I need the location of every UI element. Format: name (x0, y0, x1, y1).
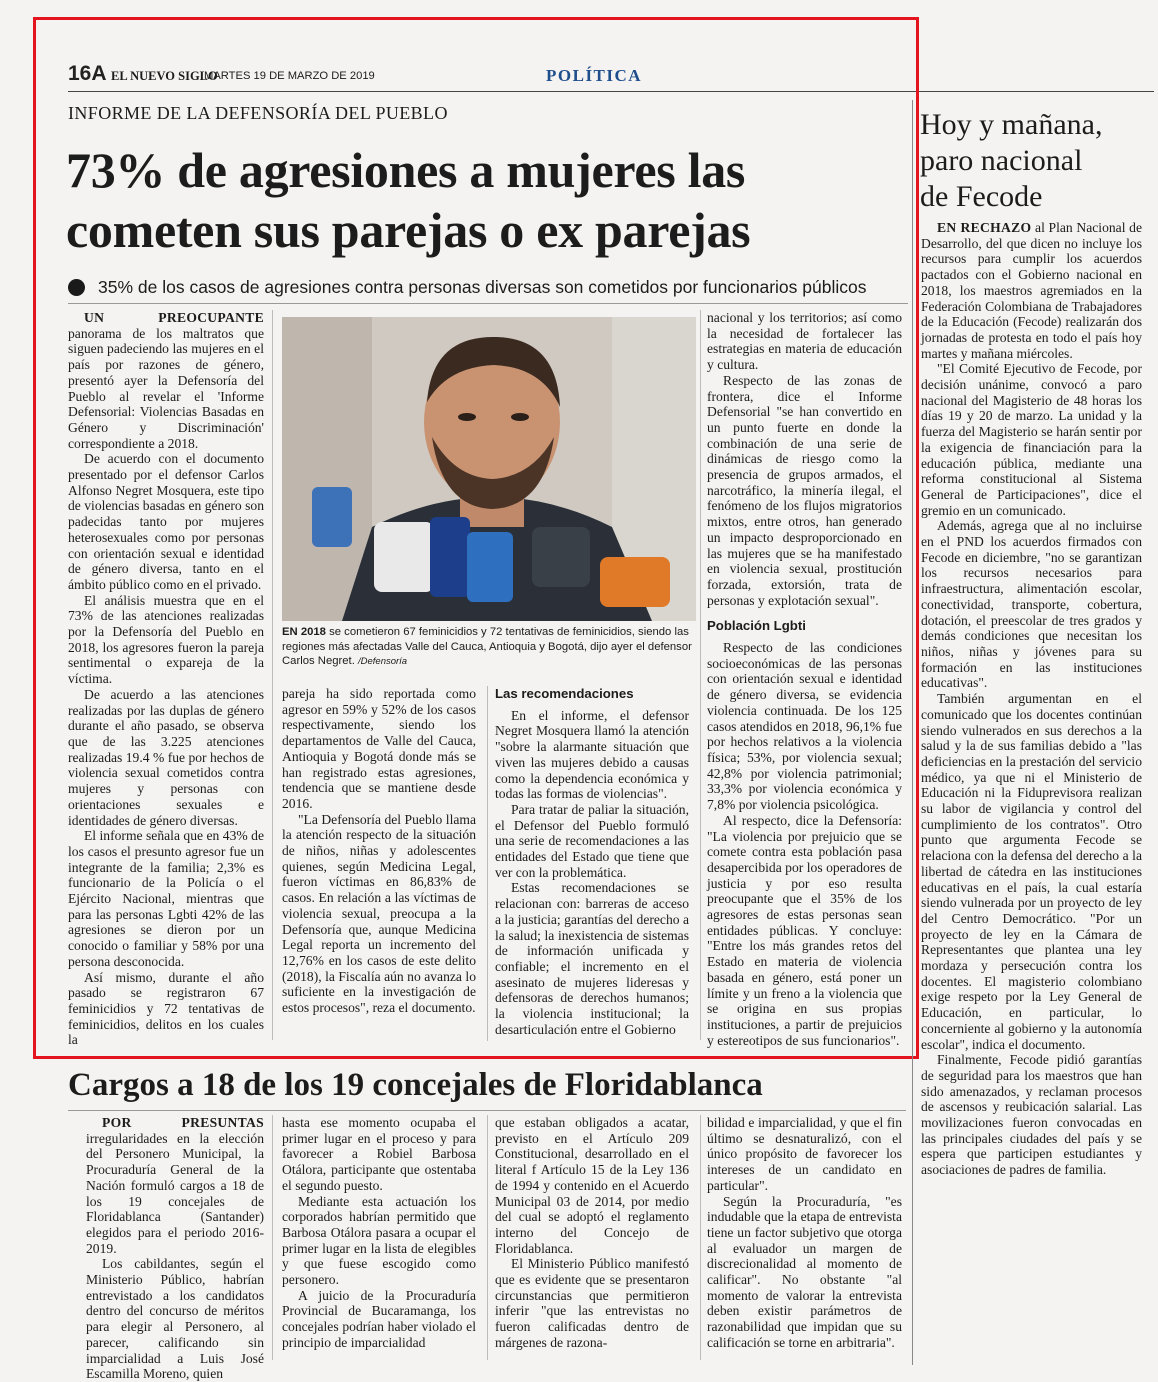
paragraph: El Ministerio Público manifestó que es evidente que se presentaron circunstancias que permitieron inferir "que las entrevistas no fueron calificadas dentro de márgenes de razona- (495, 1256, 689, 1350)
paragraph: De acuerdo a las atenciones realizadas por las duplas de género durante el año pasado, se observa que de las 3.225 atenciones realizadas 19.4 % fue por hechos de violencia sexual cometidos contra mujeres y personas con orientaciones sexuales e identidades de género diversas. (68, 686, 264, 828)
paragraph: En el informe, el defensor Negret Mosquera llamó la atención "sobre la alarmante situación que viven las mujeres debido a causas como la dependencia económica y todas las formas de violencias". (495, 707, 689, 802)
paragraph: Respecto de las zonas de frontera, dice el Informe Defensorial "se han convertido en un punto fuerte en donde la combinación de una serie de dinámicas de riesgo como la presencia de grupos armados, el narcotráfico, la minería ilegal, el fenómeno de los flujos migratorios mixtos, entre otros, han generado un impacto desproporcionado en las mujeres que se ha manifestado en violencia sexual, prostitución forzada, extorsión, trata de personas y explotación sexual". (707, 372, 902, 608)
caption-text: se cometieron 67 feminicidios y 72 tentativas de feminicidios, siendo las regiones más afectadas Valle del Cauca, Antioquia y Bogotá, dijo ayer el defensor Carlos Negret. (282, 626, 692, 667)
bottom-headline-rule (68, 1110, 906, 1111)
paragraph: Mediante esta actuación los corporados habrían permitido que Barbosa Otálora pasara a ocupar el primer lugar en la lista de elegibles y que fuese escogido como personero. (282, 1193, 476, 1288)
headline-line-1: 73% de agresiones a mujeres las (66, 142, 746, 198)
caption-lead: EN 2018 (282, 626, 326, 638)
side-column (921, 220, 1142, 1365)
paragraph: Estas recomendaciones se relacionan con: barreras de acceso a la justicia; garantías del derecho a la salud; la inexistencia de sistemas de información unificada y confiable; el incremento en el asesinato de mujeres lideresas y defensoras de derechos humanos; la violencia institucional; la desarticulación entre el Gobierno (495, 880, 689, 1037)
paragraph: bilidad e imparcialidad, y que el fin último se desnaturalizó, con el único propósito de favorecer los intereses de un candidato en particular". (707, 1115, 902, 1193)
section-label: POLÍTICA (546, 66, 643, 85)
paragraph: Al respecto, dice la Defensoría: "La violencia por prejuicio que se comete contra esta población pasa desapercibida por los operadores de justicia y por eso resulta preocupante que el 35% de los agresores de estas personas sean entidades públicas. Y concluye: "Entre los más grandes retos del Estado en materia de violencia basada en género, está poner un límite y un freno a la violencia que se origina en sus propias instituciones, a partir de prejuicios y estereotipos de sus funcionarios". (707, 812, 902, 1048)
paragraph: Así mismo, durante el año pasado se registraron 67 feminicidios y 72 tentativas de feminicidios, delitos en los cuales la (68, 969, 264, 1048)
bottom-column-1 (86, 1115, 264, 1382)
column-divider (272, 1115, 273, 1360)
paragraph: panorama de los maltratos que siguen padeciendo las mujeres en el país por razones de género, presentó ayer la Defensoría del Pueblo al revelar el 'Informe Defensorial: Violencias Basadas en Género y Discriminación' correspondiente a 2018. (68, 325, 264, 451)
subhead: Población Lgbti (707, 618, 806, 634)
paragraph: irregularidades en la elección del Personero Municipal, la Procuraduría General de la Nación formuló cargos a 18 de los 19 concejales de Floridablanca (Santander) elegidos para el periodo 2016-2019. (86, 1130, 264, 1256)
paragraph: Los cabildantes, según el Ministerio Público, habrían entrevistado a los candidatos dentro del concurso de méritos para elegir al Personero, al parecer, calificando sin imparcialidad a Luis José Escamilla Moreno, quien (86, 1256, 264, 1382)
issue-date: MARTES 19 DE MARZO DE 2019 (204, 70, 375, 82)
paragraph: El informe señala que en 43% de los casos el presunto agresor fue un integrante de la familia; 2,3% es funcionario de la Policía o el Ejército Nacional, mientras que para las personas Lgbti 42% de las agresiones se dieron por un conocido o familiar y 58% por una persona desconocida. (68, 828, 264, 969)
headline-line-2: cometen sus parejas o ex parejas (66, 202, 751, 258)
bottom-headline: Cargos a 18 de los 19 concejales de Floridablanca (68, 1067, 763, 1103)
highlight-box (33, 17, 919, 1059)
subhead: Las recomendaciones (495, 686, 634, 701)
paragraph: pareja ha sido reportada como agresor en 59% y 52% de los casos respectivamente, siendo los departamentos de Valle del Cauca, Antioquia y Bogotá donde más se han registrado estas agresiones, tendencia que se mantiene desde 2016. (282, 686, 476, 811)
page-number: 16A (68, 62, 107, 85)
photo-credit: /Defensoría (357, 656, 408, 667)
paragraph: Además, agrega que al no incluirse en el PND los acuerdos firmados con Fecode en diciembre, "no se garantizan los recursos necesarios para infraestructura, alimentación escolar, conectividad, transporte, cobertura, dotación, el preescolar de tres grados y demás condiciones que necesitan los niños, niñas y jóvenes para su formación en las instituciones educativas". (921, 518, 1142, 691)
paragraph: hasta ese momento ocupaba el primer lugar en el proceso y para favorecer a Robiel Barbosa Otálora, participante que ostentaba el segundo puesto. (282, 1115, 476, 1193)
side-headline-line: paro nacional (920, 144, 1083, 177)
paragraph: nacional y los territorios; así como la necesidad de fortalecer las estrategias en materia de educación y cultura. (707, 310, 902, 373)
side-headline (920, 107, 1152, 215)
dek-text: 35% de los casos de agresiones contra personas diversas son cometidos por funcionarios públicos (98, 277, 867, 297)
side-headline-line: Hoy y mañana, (920, 108, 1103, 141)
lead-in: UN PREOCUPANTE (84, 310, 264, 325)
column-divider (487, 1115, 488, 1360)
paragraph: "La Defensoría del Pueblo llama la atención respecto de la situación de niños, niñas y adolescentes quienes, según Medicina Legal, fueron víctimas en 86,83% de casos. En relación a las víctimas de violencia sexual, preocupa a la Defensoría que, aunque Medicina Legal reporta un incremento del 12,76% en los casos de este delito (2018), la Fiscalía aún no avanza lo suficiente en la investigación de estos procesos", reza el documento. (282, 811, 476, 1016)
bottom-column-3 (495, 1115, 689, 1360)
paragraph: Respecto de las condiciones socioeconómicas de las personas con orientación sexual e identidad de género diversa, se evidencia violencia continuada. De los 125 casos atendidos en 2018, 96,1% fue por hechos relativos a la violencia física; 53%, por violencia sexual; 42,8% por violencia patrimonial; 33,3% por violencia económica y 7,8% por violencia psicológica. (707, 640, 902, 813)
paragraph: A juicio de la Procuraduría Provincial de Bucaramanga, los concejales podrían haber violado el principio de imparcialidad (282, 1287, 476, 1350)
bottom-column-2 (282, 1115, 476, 1360)
paragraph: Para tratar de paliar la situación, el Defensor del Pueblo formuló una serie de recomendaciones a las entidades del Estado que tiene que ver con la problemática. (495, 801, 689, 880)
paragraph: al Plan Nacional de Desarrollo, del que dicen no incluye los recursos para cumplir los acuerdos pactados con el Gobierno nacional en 2018, los maestros agremiados en la Federación Colombiana de Trabajadores de la Educación (Fecode) realizarán dos jornadas de protesta en todo el país hoy martes y mañana miércoles. (921, 220, 1142, 361)
paragraph: que estaban obligados a acatar, previsto en el Artículo 209 Constitucional, desarrollado en el literal f Artículo 15 de la Ley 136 de 1994 y contenido en el Acuerdo Municipal 03 de 2014, por medio del cual se adoptó el reglamento interno del Concejo de Floridablanca. (495, 1115, 689, 1256)
paragraph: También argumentan en el comunicado que los docentes continúan siendo vulnerados en sus derechos a la salud y la de sus familias debido a "las deficiencias en la prestación del servicio médico, ya que ni el Ministerio de Educación ni la Fiduprevisora realizan su labor de vigilancia y control del cumplimiento de los contratos". Otro punto que argumenta Fecode se relaciona con la defensa del derecho a la libertad de cátedra en las instituciones educativas en el país, la cual estaría siendo vulnerada por un proyecto de ley del Centro Democrático. "Por un proyecto de ley en la Cámara de Representantes que plantea una ley mordaza y persecución contra los docentes. El magisterio colombiano exige respeto por la Ley General de Educación, en particular, lo concerniente al gobierno y la autonomía escolar", indica el documento. (921, 691, 1142, 1052)
bottom-column-4 (707, 1115, 902, 1360)
paragraph: El análisis muestra que en el 73% de las atenciones realizadas por la Defensoría del Pueblo en 2018, los agresores fueron la pareja sentimental o expareja de la víctima. (68, 592, 264, 687)
column-divider (700, 1115, 701, 1360)
newspaper-name: EL NUEVO SIGLO (111, 69, 218, 83)
paragraph: Según la Procuraduría, "es indudable que la etapa de entrevista tiene un factor subjetivo que otorga al evaluador un margen de discrecionalidad al momento de calificar". No obstante "al momento de valorar la entrevista deben existir parámetros de razonabilidad que impidan que su calificación se torne en arbitraria". (707, 1193, 902, 1350)
article-kicker: INFORME DE LA DEFENSORÍA DEL PUEBLO (68, 103, 448, 123)
paragraph: Finalmente, Fecode pidió garantías de seguridad para los maestros que han sido amenazados, y reclaman procesos de ascensos y reubicación salarial. Las movilizaciones fueron convocadas en las principales ciudades del país y se espera que participen estudiantes y asociaciones de padres de familia. (921, 1052, 1142, 1178)
paragraph: "El Comité Ejecutivo de Fecode, por decisión unánime, convocó a paro nacional del Magisterio de 48 horas los días 19 y 20 de marzo. La unidad y la fuerza del Magisterio se harán sentir por la exigencia de financiación para la educación pública, mediante una reforma constitucional al Sistema General de Participaciones", dice el gremio en un comunicado. (921, 361, 1142, 518)
lead-in: EN RECHAZO (937, 220, 1032, 235)
column-divider (912, 100, 913, 1365)
side-headline-line: de Fecode (920, 180, 1043, 213)
lead-in: POR PRESUNTAS (102, 1115, 264, 1130)
paragraph: De acuerdo con el documento presentado por el defensor Carlos Alfonso Negret Mosquera, este tipo de violencias basadas en género son padecidas tanto por mujeres heterosexuales como por personas con orientación sexual e identidad de género diversa, tanto en el ámbito público como en el privado. (68, 451, 264, 592)
